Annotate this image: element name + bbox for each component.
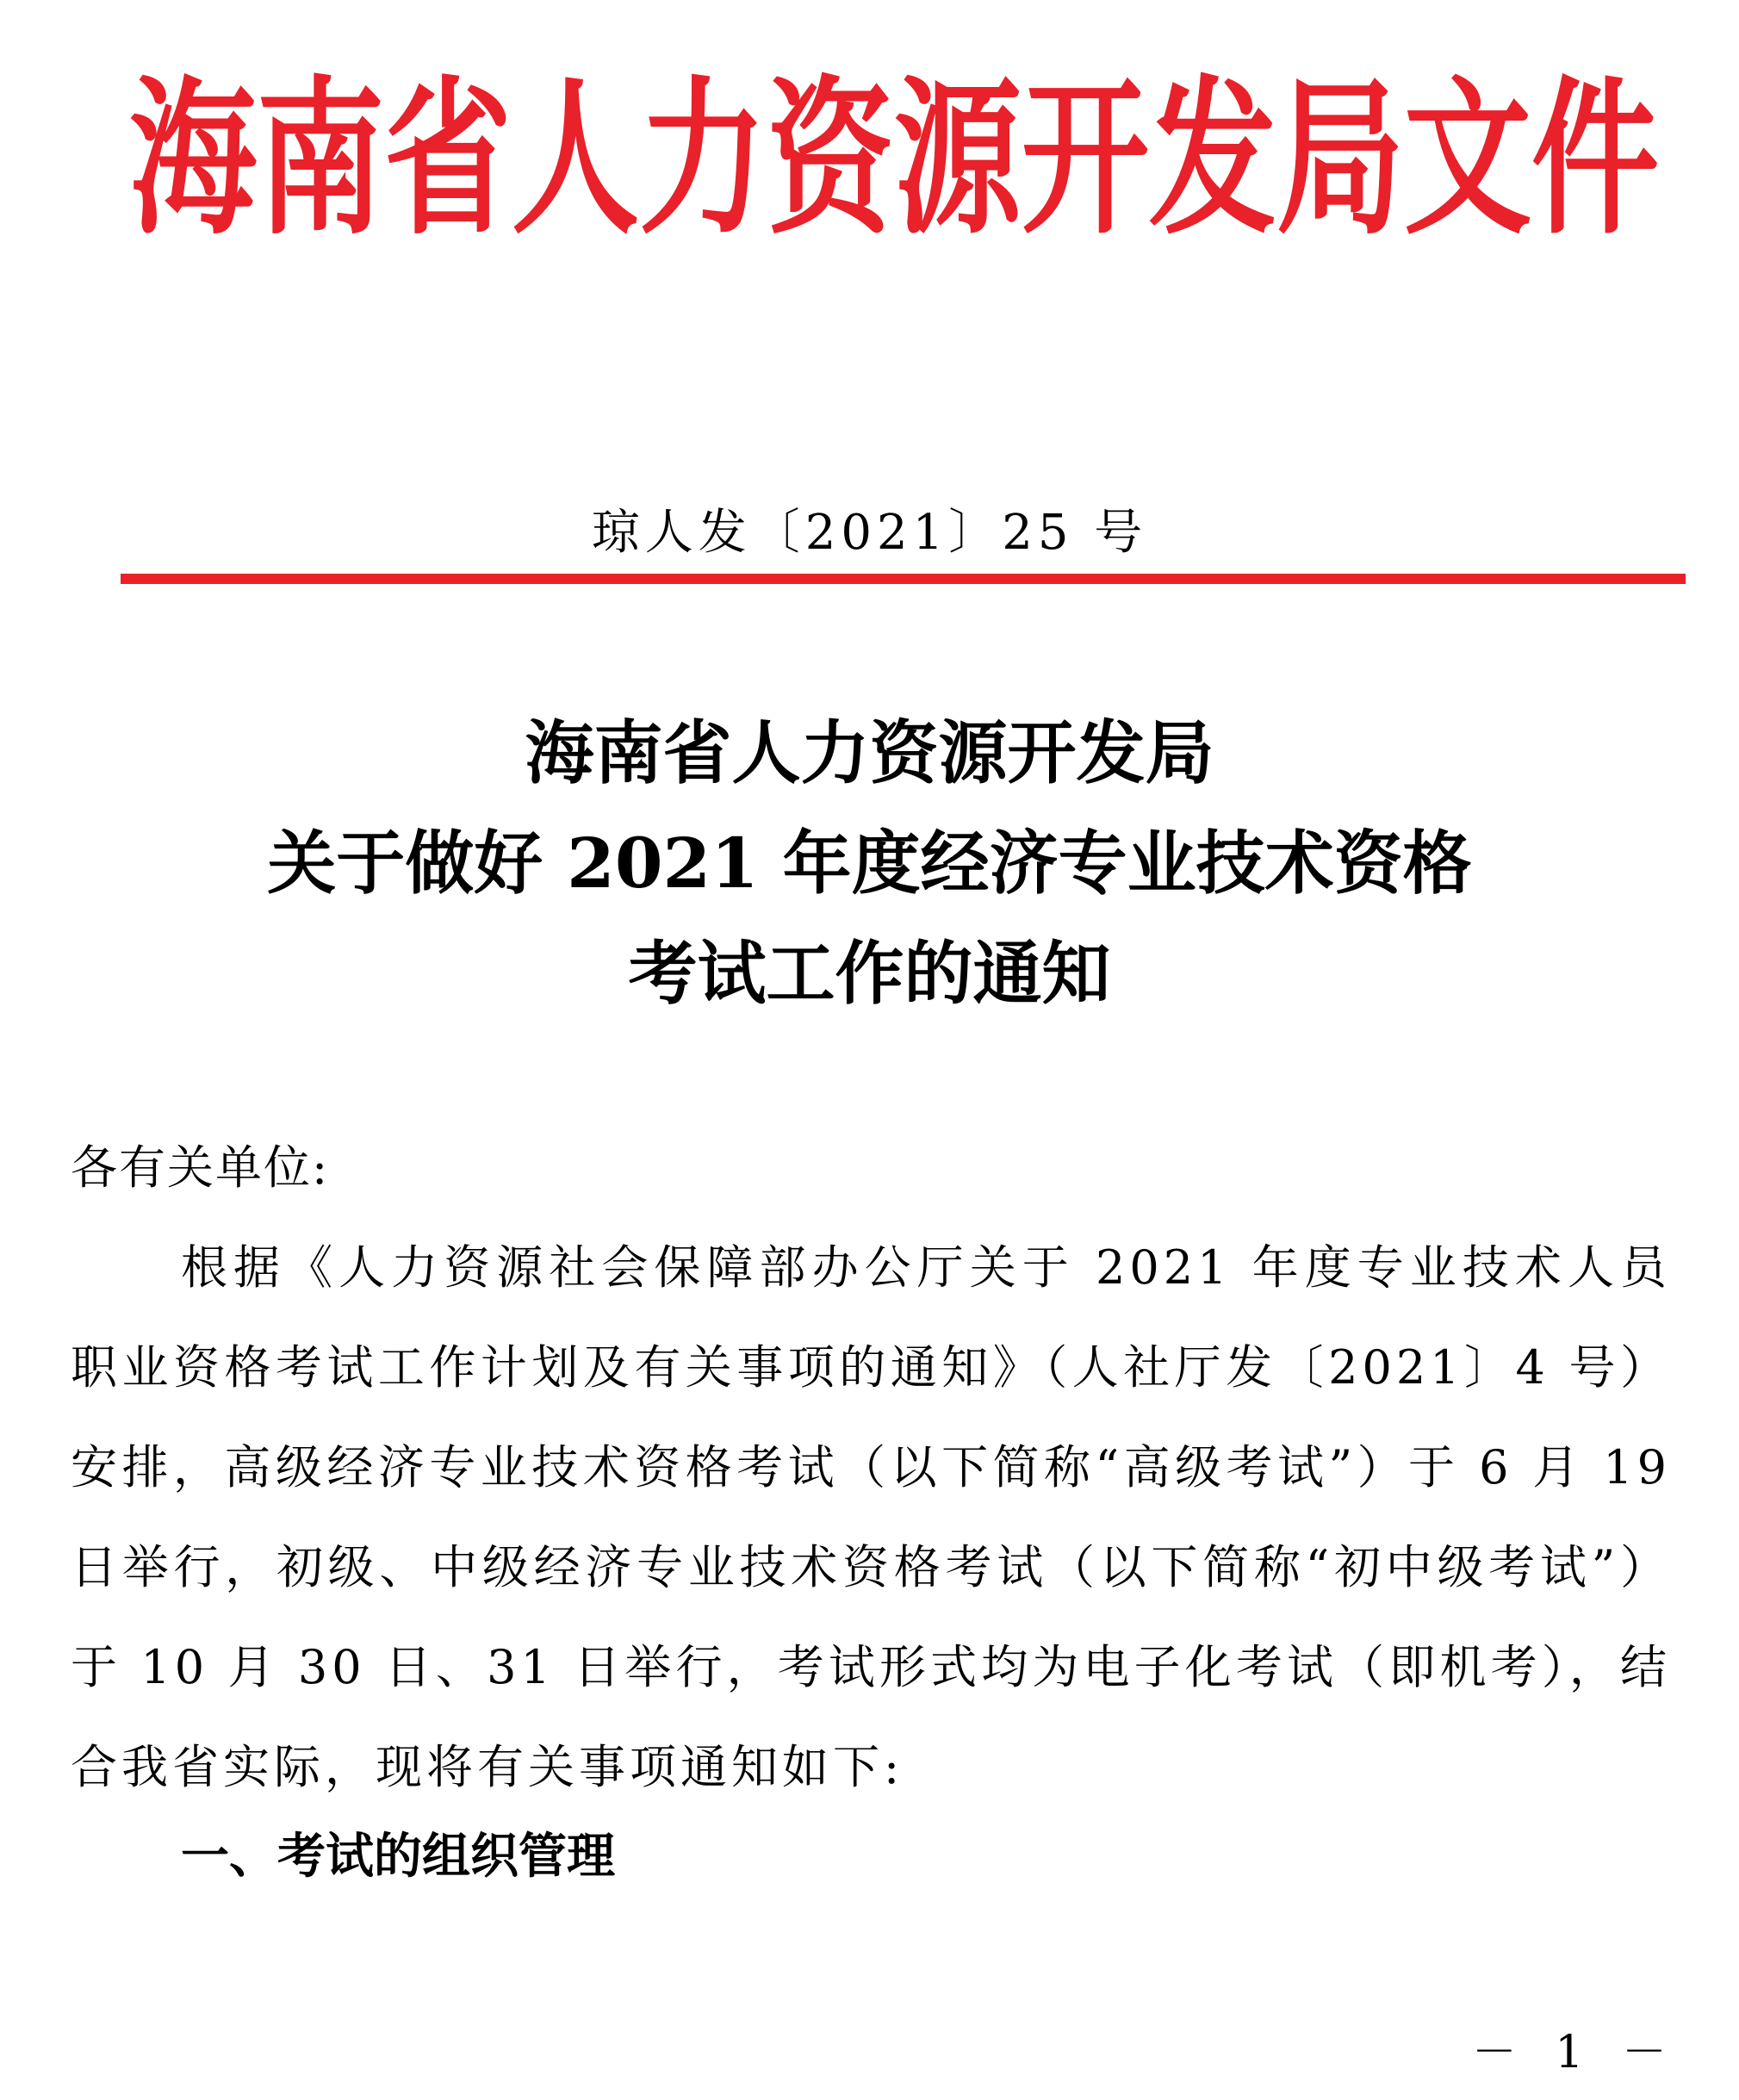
masthead-char: 力 bbox=[639, 61, 767, 258]
masthead-char: 人 bbox=[512, 61, 639, 258]
notice-title bbox=[0, 698, 1739, 1028]
salutation: 各有关单位: bbox=[71, 1140, 330, 1195]
masthead-char: 文 bbox=[1404, 61, 1531, 258]
title-line-3: 考试工作的通知 bbox=[628, 933, 1111, 1014]
masthead-char: 省 bbox=[384, 61, 512, 258]
masthead-char: 南 bbox=[257, 61, 384, 258]
title-line-1: 海南省人力资源开发局 bbox=[525, 712, 1214, 793]
notice-body bbox=[71, 1118, 1671, 1817]
red-separator-line bbox=[121, 574, 1686, 584]
page-number: － 1 － bbox=[1471, 2027, 1679, 2078]
body-paragraph: 根据《人力资源社会保障部办公厅关于 2021 年度专业技术人员职业资格考试工作计划及有关事项的通知》（人社厅发〔2021〕4 号）安排，高级经济专业技术资格考试（以下简称“高级考试”）于 6 月 19 日举行，初级、中级经济专业技术资格考试（以下简称“初中级考试”）于 10 月 30 日、31 日举行，考试形式均为电子化考试（即机考），结合我省实际，现将有关事项通知如下: bbox=[71, 1240, 1671, 1794]
masthead-char: 开 bbox=[1022, 61, 1149, 258]
section-heading: 一、考试的组织管理 bbox=[181, 1829, 615, 1885]
document-number: 琼人发〔2021〕25 号 bbox=[591, 505, 1148, 561]
masthead-char: 海 bbox=[129, 61, 257, 258]
masthead-char: 资 bbox=[767, 61, 894, 258]
masthead-char: 件 bbox=[1531, 61, 1659, 258]
masthead-char: 发 bbox=[1149, 61, 1276, 258]
title-line-2: 关于做好 2021 年度经济专业技术资格 bbox=[267, 823, 1472, 904]
masthead-title bbox=[129, 11, 1659, 307]
masthead-char: 局 bbox=[1276, 61, 1404, 258]
masthead-char: 源 bbox=[894, 61, 1022, 258]
